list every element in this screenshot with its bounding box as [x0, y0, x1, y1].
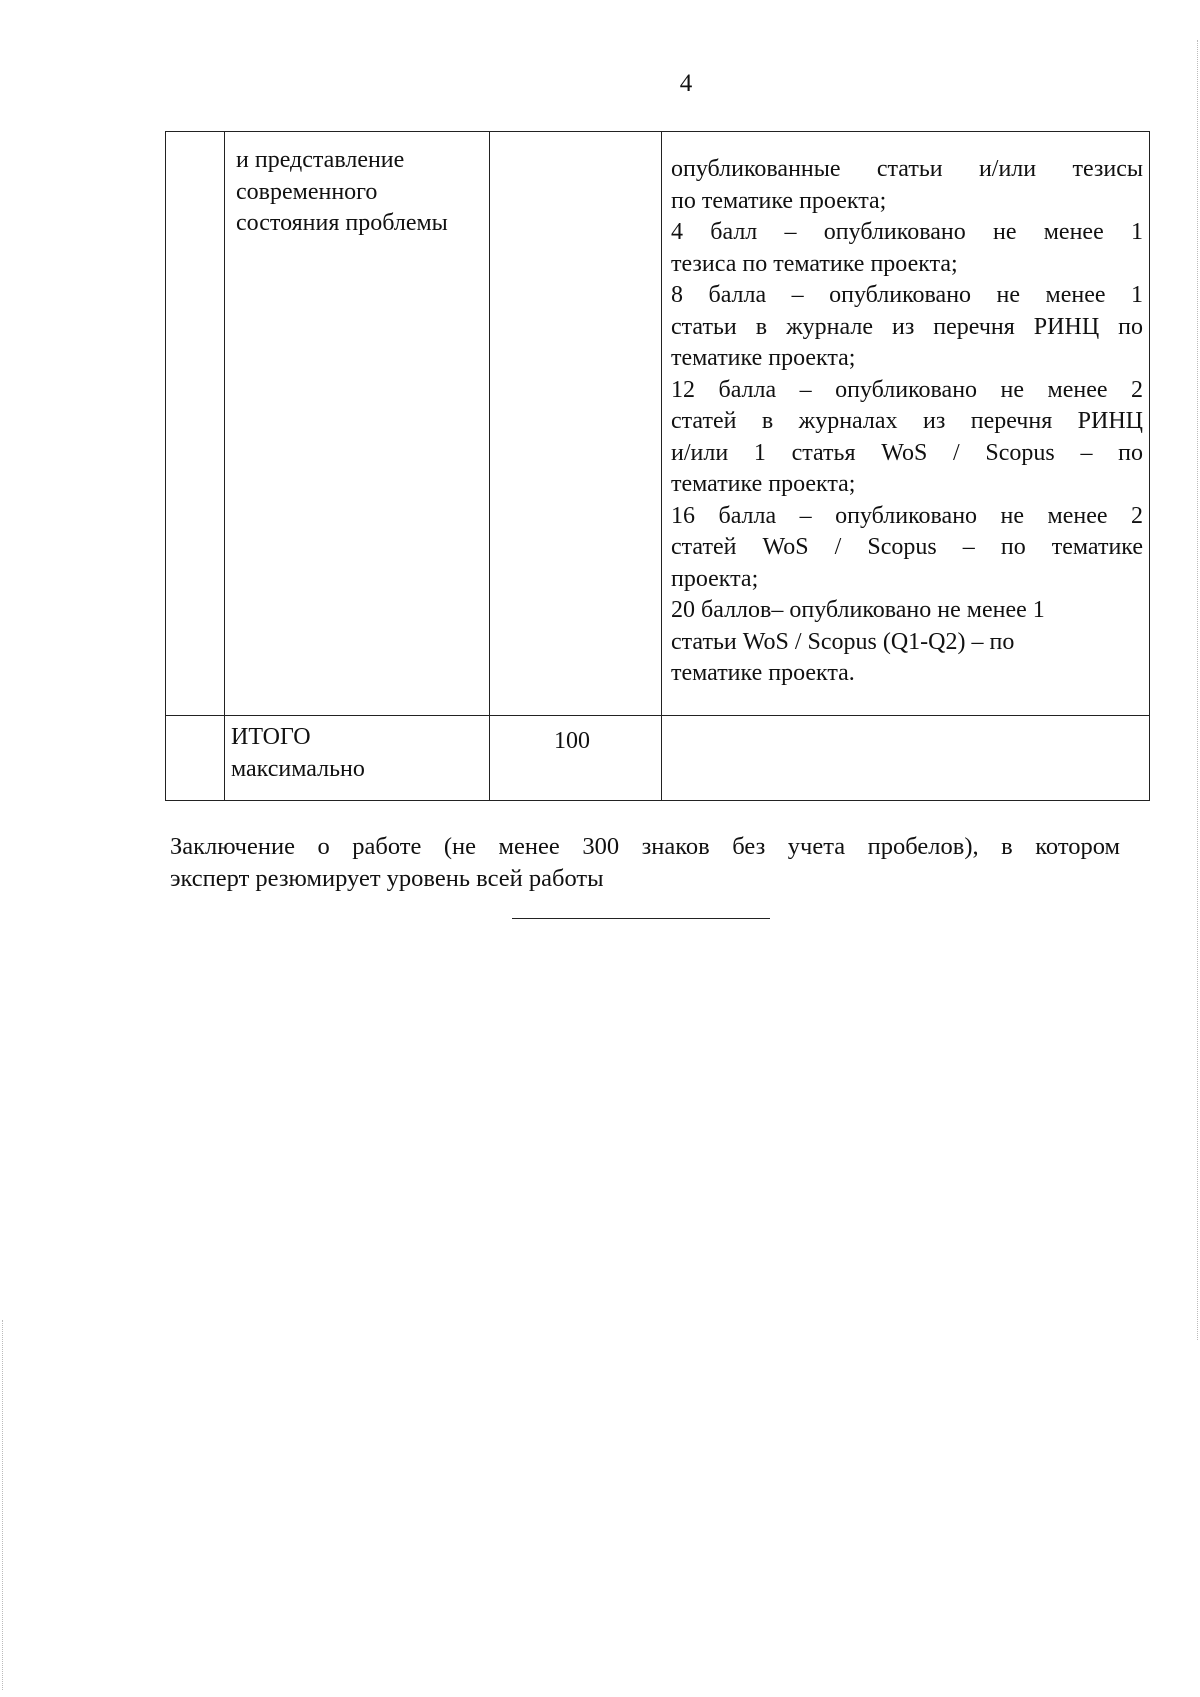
description-line: статьи WoS / Scopus (Q1-Q2) – по [671, 628, 1015, 655]
description-line: тематике проекта; [671, 471, 856, 497]
row-divider [166, 715, 1149, 716]
description-line: статей WoS / Scopus – по тематике [671, 534, 1143, 560]
total-value: 100 [554, 728, 590, 754]
total-label: ИТОГО [231, 724, 311, 750]
description-line: тематике проекта; [671, 345, 856, 371]
signature-line [512, 918, 770, 919]
scan-edge-mark [2, 1320, 3, 1690]
description-line: 20 баллов– опубликовано не менее 1 [671, 597, 1045, 623]
criterion-cell [236, 145, 491, 240]
description-cell [671, 154, 1143, 690]
description-line: опубликованные статьи и/или тезисы [671, 156, 1143, 182]
column-divider [661, 132, 662, 800]
criterion-line: состояния проблемы [236, 210, 448, 236]
description-line: проекта; [671, 565, 759, 592]
total-label-cell [231, 722, 481, 785]
conclusion-paragraph [170, 831, 1120, 895]
criterion-line: современного [236, 178, 378, 205]
description-line: по тематике проекта; [671, 187, 887, 214]
description-line: тезиса по тематике проекта; [671, 250, 958, 277]
conclusion-line: Заключение о работе (не менее 300 знаков без учета пробелов), в котором [170, 833, 1120, 860]
description-line: 12 балла – опубликовано не менее 2 [671, 376, 1143, 403]
description-line: и/или 1 статья WoS / Scopus – по [671, 439, 1143, 466]
description-line: тематике проекта. [671, 660, 855, 686]
description-line: 16 балла – опубликовано не менее 2 [671, 502, 1143, 529]
criteria-table [165, 131, 1150, 801]
criterion-line: и представление [236, 147, 405, 173]
total-label-sub: максимально [231, 755, 365, 782]
description-line: статей в журналах из перечня РИНЦ [671, 408, 1143, 434]
description-line: статьи в журнале из перечня РИНЦ по [671, 313, 1143, 340]
conclusion-line: эксперт резюмирует уровень всей работы [170, 865, 604, 892]
description-line: 8 балла – опубликовано не менее 1 [671, 282, 1143, 308]
description-line: 4 балл – опубликовано не менее 1 [671, 219, 1143, 245]
page-number: 4 [679, 70, 693, 97]
column-divider [224, 132, 225, 800]
scan-edge-mark [1197, 40, 1198, 1340]
